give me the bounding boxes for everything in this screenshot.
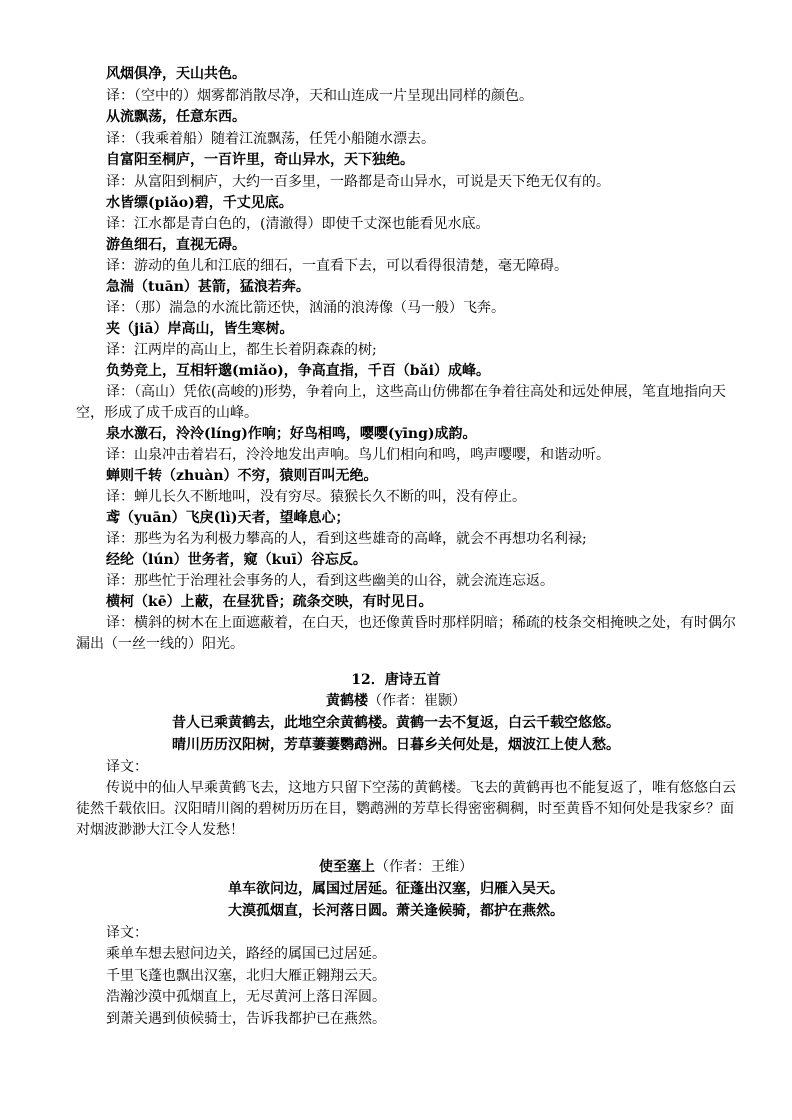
translation-paragraph: 传说中的仙人早乘黄鹤飞去，这地方只留下空荡的黄鹤楼。飞去的黄鹤再也不能复返了，唯有悠悠白云徒然千载依旧。汉阳晴川阁的碧树历历在目，鹦鹉洲的芳草长得密密稠稠，时至黄昏不知何处是我家乡？面对烟波渺渺大江令人发愁！ xyxy=(76,780,736,838)
poem-author: （作者：崔颢） xyxy=(368,693,466,709)
poem-line: 大漠孤烟直，长河落日圆。萧关逢候骑，都护在燕然。 xyxy=(228,903,564,919)
translation-line: 译：（我乘着船）随着江流飘荡，任凭小船随水漂去。 xyxy=(106,131,435,147)
original-line: 自富阳至桐庐，一百许里，奇山异水，天下独绝。 xyxy=(106,152,414,168)
translation-line: 译：山泉冲击着岩石，泠泠地发出声响。鸟儿们相向和鸣，鸣声嘤嘤，和谐动听。 xyxy=(106,447,610,463)
translation-line: 译：江水都是青白色的，(清澈得）即使千丈深也能看见水底。 xyxy=(106,216,490,232)
original-line: 风烟俱净，天山共色。 xyxy=(106,66,246,82)
translation-line: 译：蝉儿长久不断地叫，没有穷尽。猿猴长久不断的叫，没有停止。 xyxy=(106,489,526,505)
original-line: 鸢（yuān）飞戾(lì)天者，望峰息心； xyxy=(106,510,350,526)
translation-line: 译：游动的鱼儿和江底的细石，一直看下去，可以看得很清楚，毫无障碍。 xyxy=(106,258,568,274)
original-line: 水皆缥(piǎo)碧，千丈见底。 xyxy=(106,195,293,211)
translation-paragraph: 译：横斜的树木在上面遮蔽着，在白天，也还像黄昏时那样阴暗；稀疏的枝条交相掩映之处，有时偶尔漏出（一丝一线的）阳光。 xyxy=(76,615,736,652)
section-title: 12．唐诗五首 xyxy=(351,672,441,688)
translation-line: 译：江两岸的高山上，都生长着阴森森的树; xyxy=(106,342,377,358)
original-line: 蝉则千转（zhuàn）不穷，猿则百叫无绝。 xyxy=(106,468,378,484)
original-line: 负势竞上，互相轩邈(miǎo)，争高直指，千百（bǎi）成峰。 xyxy=(106,363,490,379)
translation-line: 译：（那）湍急的水流比箭还快，汹涌的浪涛像（马一般）飞奔。 xyxy=(106,300,505,316)
translation-line: 译：（空中的）烟雾都消散尽净，天和山连成一片呈现出同样的颜色。 xyxy=(106,88,533,104)
poem-heading xyxy=(0,691,792,711)
original-line: 泉水激石，泠泠(líng)作响；好鸟相鸣，嘤嘤(yīng)成韵。 xyxy=(106,426,477,442)
translation-line: 到萧关遇到侦候骑士，告诉我都护已在燕然。 xyxy=(106,1011,386,1027)
poem-title: 黄鹤楼 xyxy=(326,693,368,709)
translation-label: 译文： xyxy=(106,759,148,775)
translation-line: 浩瀚沙漠中孤烟直上，无尽黄河上落日浑圆。 xyxy=(106,989,386,1005)
poem-line: 单车欲问边，属国过居延。征蓬出汉塞，归雁入吴天。 xyxy=(228,881,564,897)
translation-line: 译：那些忙于治理社会事务的人，看到这些幽美的山谷，就会流连忘返。 xyxy=(106,573,554,589)
translation-line: 乘单车想去慰问边关，路经的属国已过居延。 xyxy=(106,946,386,962)
poem-line: 昔人已乘黄鹤去，此地空余黄鹤楼。黄鹤一去不复返，白云千载空悠悠。 xyxy=(172,715,620,731)
original-line: 经纶（lún）世务者，窥（kuī）谷忘反。 xyxy=(106,552,367,568)
poem-heading xyxy=(0,857,792,877)
original-line: 横柯（kē）上蔽，在昼犹昏；疏条交映，有时见日。 xyxy=(106,594,433,610)
original-line: 从流飘荡，任意东西。 xyxy=(106,109,246,125)
translation-line: 译：从富阳到桐庐，大约一百多里，一路都是奇山异水，可说是天下绝无仅有的。 xyxy=(106,174,610,190)
translation-line: 译：那些为名为利极力攀高的人，看到这些雄奇的高峰，就会不再想功名利禄; xyxy=(106,531,587,547)
original-line: 游鱼细石，直视无碍。 xyxy=(106,237,246,253)
poem-author: （作者：王维） xyxy=(375,859,473,875)
translation-line: 千里飞蓬也飘出汉塞，北归大雁正翱翔云天。 xyxy=(106,968,386,984)
original-line: 急湍（tuān）甚箭，猛浪若奔。 xyxy=(106,279,310,295)
poem-line: 晴川历历汉阳树，芳草萋萋鹦鹉洲。日暮乡关何处是，烟波江上使人愁。 xyxy=(172,737,620,753)
translation-label: 译文： xyxy=(106,925,148,941)
poem-title: 使至塞上 xyxy=(319,859,375,875)
translation-paragraph: 译：（高山）凭依(高峻的)形势，争着向上，这些高山仿佛都在争着往高处和远处伸展，笔直地指向天空，形成了成千成百的山峰。 xyxy=(76,384,726,421)
original-line: 夹（jiā）岸高山，皆生寒树。 xyxy=(106,321,294,337)
